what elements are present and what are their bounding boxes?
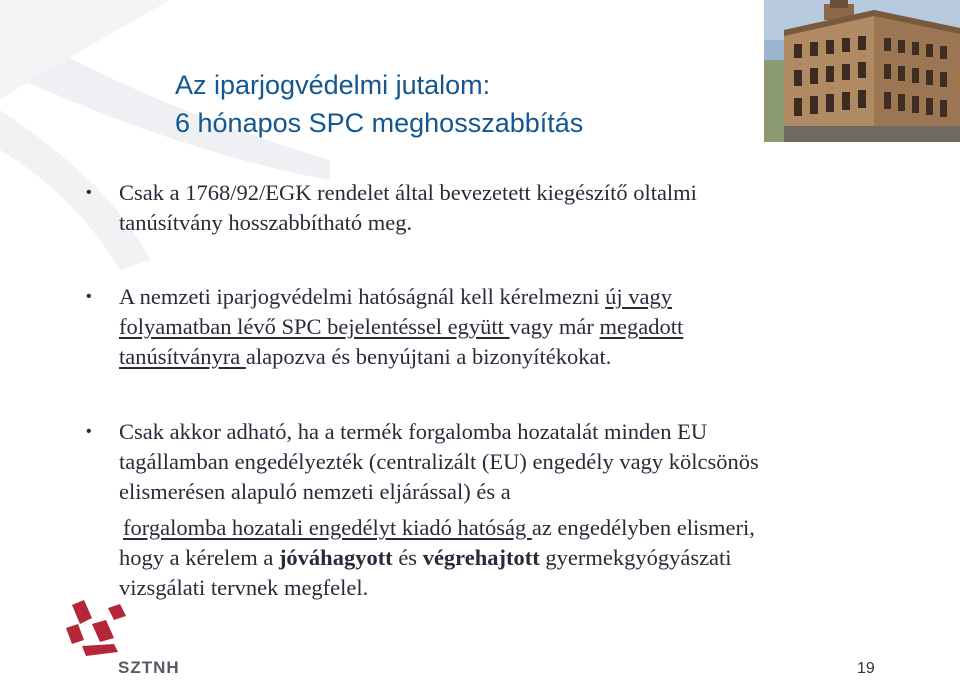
- bullet-2-underlined-d: tanúsítványra: [119, 344, 246, 369]
- bullet-item-2: [86, 282, 886, 372]
- bullet-3-line-5: [119, 543, 886, 573]
- bullet-2-underlined-c: megadott: [599, 314, 684, 339]
- bullet-3-line-3: elismerésen alapuló nemzeti eljárással) és a: [119, 479, 511, 504]
- bullet-3-text-d: gyermekgyógyászati: [539, 545, 732, 570]
- bullet-3-text-b: hogy a kérelem a: [119, 545, 279, 570]
- bullet-item-3: [86, 417, 886, 603]
- bullet-dot: •: [86, 288, 92, 305]
- bullet-2-line-2: [119, 312, 886, 342]
- bullet-2-line-1: [119, 282, 886, 312]
- bullet-3-text-a: az engedélyben elismeri,: [531, 515, 755, 540]
- sztnh-logo-icon: [62, 600, 142, 660]
- bullet-2-text-a: A nemzeti iparjogvédelmi hatóságnál kell kérelmezni: [119, 284, 606, 309]
- building-photo: [764, 0, 960, 142]
- bullet-2-underlined-a: új vagy: [605, 284, 672, 309]
- page-number: 19: [857, 660, 875, 677]
- bullet-2-text-b: vagy már: [509, 314, 600, 339]
- bullet-1-line-1: Csak a 1768/92/EGK rendelet által bevezetett kiegészítő oltalmi: [119, 180, 697, 205]
- bullet-3-line-6: vizsgálati tervnek megfelel.: [119, 575, 369, 600]
- bullet-3-text-c: és: [392, 545, 423, 570]
- bullet-2-line-3: [119, 342, 886, 372]
- bullet-2-text-c: alapozva és benyújtani a bizonyítékokat.: [245, 344, 612, 369]
- bullet-1-line-2: tanúsítvány hosszabbítható meg.: [119, 210, 413, 235]
- bullet-dot: •: [86, 423, 92, 440]
- title-line-2: 6 hónapos SPC meghosszabbítás: [175, 108, 584, 138]
- bullet-3-line-1: Csak akkor adható, ha a termék forgalomba hozatalát minden EU: [119, 419, 708, 444]
- bullet-2-underlined-b: folyamatban lévő SPC bejelentéssel együtt: [119, 314, 510, 339]
- bullet-3-line-4: [119, 513, 886, 543]
- title-line-1: Az iparjogvédelmi jutalom:: [175, 70, 491, 100]
- bullet-dot: •: [86, 184, 92, 201]
- slide-title: [175, 66, 583, 142]
- bullet-3-bold-b: végrehajtott: [422, 545, 540, 570]
- bullet-3-underlined: forgalomba hozatali engedélyt kiadó hatóság: [123, 515, 532, 540]
- bullet-3-bold-a: jóváhagyott: [278, 545, 393, 570]
- bullet-item-1: [86, 178, 886, 238]
- logo-text: SZTNH: [118, 658, 180, 677]
- bullet-3-line-2: tagállamban engedélyezték (centralizált (EU) engedély vagy kölcsönös: [119, 449, 759, 474]
- bullet-list: [86, 178, 886, 603]
